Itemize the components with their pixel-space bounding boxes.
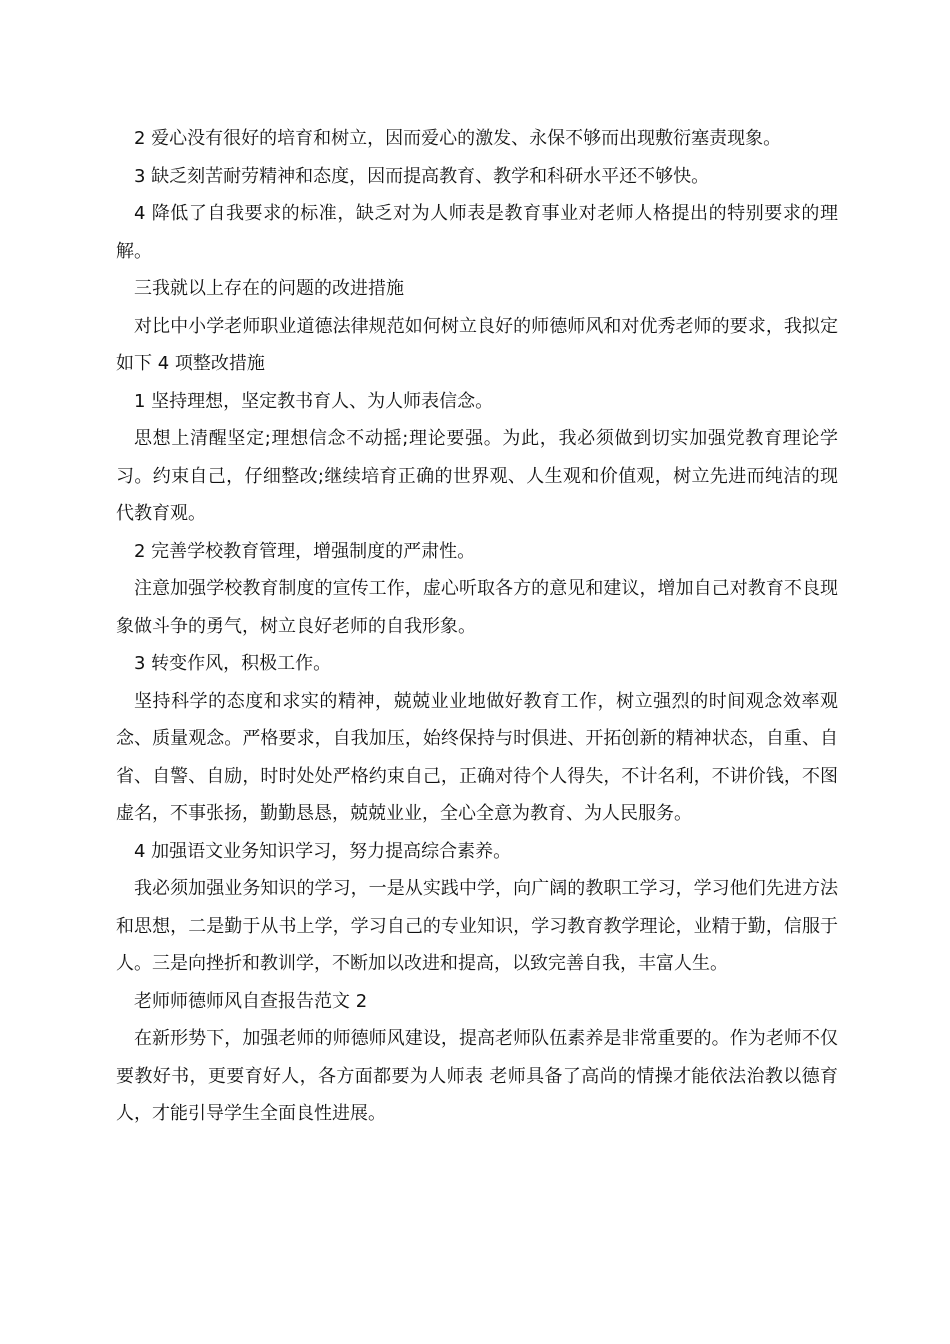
document-body [116, 120, 838, 1133]
paragraph-1: 2 爱心没有很好的培育和树立，因而爱心的激发、永保不够而出现敷衍塞责现象。 [134, 128, 782, 149]
measure-3-heading: 3 转变作风，积极工作。 [134, 653, 332, 674]
measure-2-body: 注意加强学校教育制度的宣传工作，虚心听取各方的意见和建议，增加自己对教育不良现象做斗争的勇气，树立良好老师的自我形象。 [116, 578, 838, 637]
measure-4-body: 我必须加强业务知识的学习，一是从实践中学，向广阔的教职工学习，学习他们先进方法和思想，二是勤于从书上学，学习自己的专业知识，学习教育教学理论，业精于勤，信服于人。三是向挫折和教训学，不断加以改进和提高，以致完善自我，丰富人生。 [116, 878, 838, 974]
measure-3-body: 坚持科学的态度和求实的精神，兢兢业业地做好教育工作，树立强烈的时间观念效率观念、质量观念。严格要求，自我加压，始终保持与时俱进、开拓创新的精神状态，自重、自省、自警、自励，时时处处严格约束自己，正确对待个人得失，不计名利，不讲价钱，不图虚名，不事张扬，勤勤恳恳，兢兢业业，全心全意为教育、为人民服务。 [116, 690, 838, 824]
paragraph-3: 4 降低了自我要求的标准，缺乏对为人师表是教育事业对老师人格提出的特别要求的理解。 [116, 203, 838, 262]
measure-1-body: 思想上清醒坚定;理想信念不动摇;理论要强。为此，我必须做到切实加强党教育理论学习。约束自己，仔细整改;继续培育正确的世界观、人生观和价值观，树立先进而纯洁的现代教育观。 [116, 428, 838, 524]
measure-2-heading: 2 完善学校教育管理，增强制度的严肃性。 [134, 540, 476, 562]
section-heading: 三我就以上存在的问题的改进措施 [134, 278, 404, 299]
report-2-intro: 在新形势下，加强老师的师德师风建设，提高老师队伍素养是非常重要的。作为老师不仅要教好书，更要育好人，各方面都要为人师表 老师具备了高尚的情操才能依法治教以德育人，才能引导学生全面良性进展。 [116, 1028, 838, 1124]
measure-4-heading: 4 加强语文业务知识学习，努力提高综合素养。 [134, 840, 512, 862]
report-title-2: 老师师德师风自查报告范文 2 [134, 990, 368, 1012]
measure-1-heading: 1 坚持理想，坚定教书育人、为人师表信念。 [134, 390, 494, 412]
paragraph-2: 3 缺乏刻苦耐劳精神和态度，因而提高教育、教学和科研水平还不够快。 [134, 165, 710, 187]
paragraph-5: 对比中小学老师职业道德法律规范如何树立良好的师德师风和对优秀老师的要求，我拟定如下 4 项整改措施 [116, 315, 838, 374]
